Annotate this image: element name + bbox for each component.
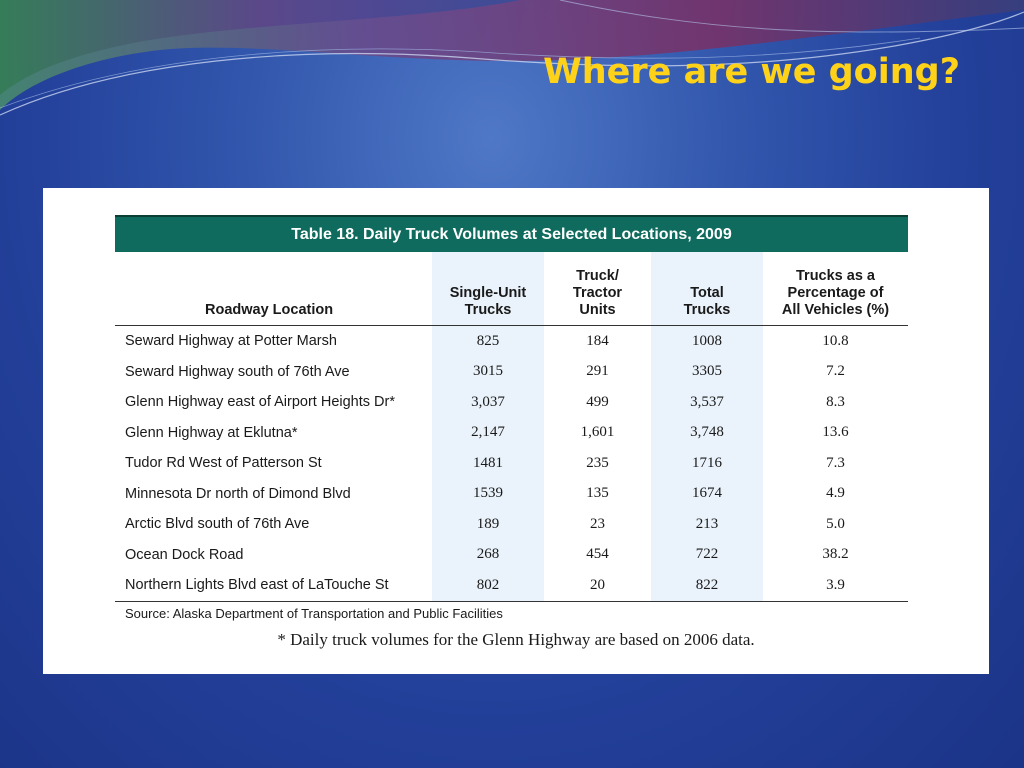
table-row: Seward Highway at Potter Marsh 825 184 1008 10.8 (115, 326, 908, 357)
table-header-row (115, 252, 908, 326)
table-source-note: Source: Alaska Department of Transportation and Public Facilities (125, 605, 503, 621)
header-roadway-location: Roadway Location (115, 252, 432, 326)
table-row: Arctic Blvd south of 76th Ave 189 23 213 5.0 (115, 509, 908, 540)
table-row: Seward Highway south of 76th Ave 3015 291 3305 7.2 (115, 357, 908, 388)
header-tractor-units: Truck/ Tractor Units (544, 252, 651, 326)
table-row: Ocean Dock Road 268 454 722 38.2 (115, 540, 908, 571)
table-row: Northern Lights Blvd east of LaTouche St 802 20 822 3.9 (115, 570, 908, 601)
header-total-trucks: Total Trucks (651, 252, 763, 326)
table-row: Glenn Highway east of Airport Heights Dr* 3,037 499 3,537 8.3 (115, 387, 908, 418)
footnote: * Daily truck volumes for the Glenn Highway are based on 2006 data. (277, 630, 755, 649)
data-table (115, 252, 908, 602)
table-image-panel (43, 188, 989, 674)
table-title: Table 18. Daily Truck Volumes at Selected Locations, 2009 (115, 215, 908, 252)
truck-volume-table (115, 215, 908, 626)
header-single-unit-trucks: Single-Unit Trucks (432, 252, 544, 326)
slide-title: Where are we going? (543, 52, 960, 92)
table-row: Glenn Highway at Eklutna* 2,147 1,601 3,748 13.6 (115, 418, 908, 449)
header-percentage: Trucks as a Percentage of All Vehicles (%) (763, 252, 908, 326)
table-row: Tudor Rd West of Patterson St 1481 235 1716 7.3 (115, 448, 908, 479)
table-row: Minnesota Dr north of Dimond Blvd 1539 135 1674 4.9 (115, 479, 908, 510)
